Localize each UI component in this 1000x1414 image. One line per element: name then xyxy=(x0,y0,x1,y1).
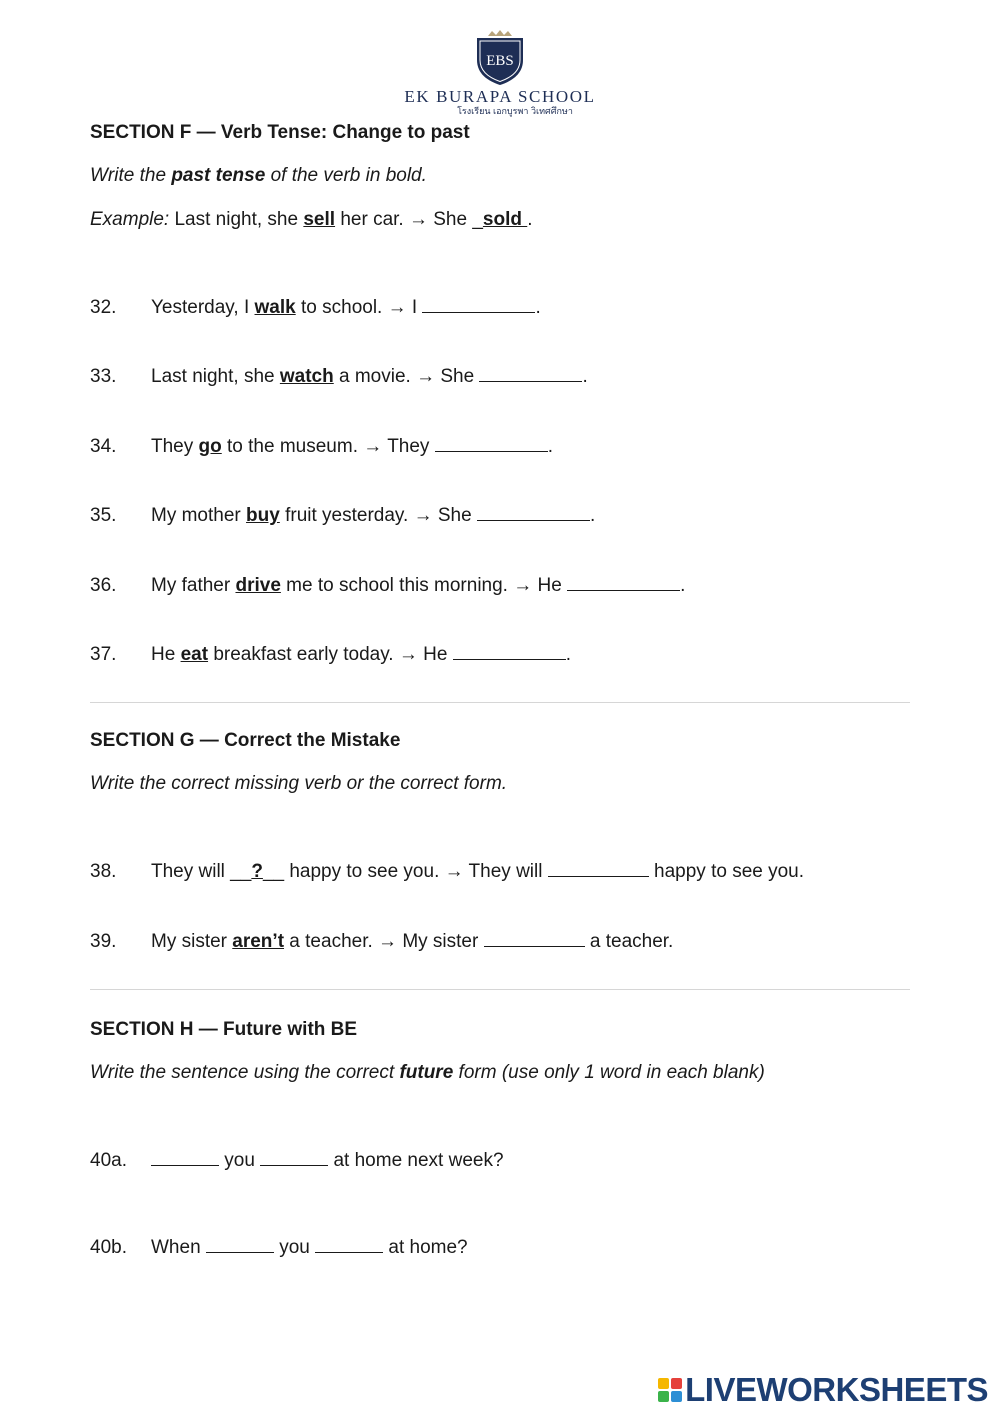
question-37: 37. He eat breakfast early today. → He . xyxy=(90,644,571,665)
section-g-title: SECTION G — Correct the Mistake xyxy=(90,730,401,751)
bold-verb: go xyxy=(198,436,222,457)
school-name-thai: โรงเรียน เอกบูรพา วิเทศศึกษา xyxy=(457,106,573,116)
bold-verb: drive xyxy=(235,575,281,596)
school-logo xyxy=(0,30,1000,116)
liveworksheets-logo xyxy=(658,1372,988,1408)
question-32: 32. Yesterday, I walk to school. → I . xyxy=(90,297,541,318)
section-divider xyxy=(90,989,910,990)
answer-blank[interactable] xyxy=(567,574,680,591)
answer-blank[interactable] xyxy=(477,504,590,521)
answer-blank[interactable] xyxy=(453,643,566,660)
answer-blank[interactable] xyxy=(422,296,535,313)
question-40b: 40b. When you at home? xyxy=(90,1237,468,1258)
school-name: EK BURAPA SCHOOL xyxy=(404,87,596,106)
section-f-instruction: Write the past tense of the verb in bold. xyxy=(90,165,427,186)
answer-blank[interactable] xyxy=(479,365,582,382)
section-h-instruction: Write the sentence using the correct future form (use only 1 word in each blank) xyxy=(90,1062,765,1083)
answer-blank[interactable] xyxy=(151,1149,219,1166)
section-h-title: SECTION H — Future with BE xyxy=(90,1019,358,1040)
answer-blank[interactable] xyxy=(435,435,548,452)
answer-blank[interactable] xyxy=(260,1149,328,1166)
answer-blank[interactable] xyxy=(484,930,585,947)
logo-monogram: EBS xyxy=(486,53,514,69)
bold-verb: eat xyxy=(180,644,209,665)
bold-verb: buy xyxy=(246,505,280,526)
answer-blank[interactable] xyxy=(206,1236,274,1253)
section-f-example: Example: Last night, she sell her car. → She _sold . xyxy=(90,209,533,230)
answer-blank[interactable] xyxy=(548,860,649,877)
liveworksheets-icon xyxy=(658,1378,682,1402)
example-label: Example: xyxy=(90,209,170,230)
question-40a: 40a. you at home next week? xyxy=(90,1150,504,1171)
question-38: 38. They will __?__ happy to see you. → They will happy to see you. xyxy=(90,861,805,882)
question-36: 36. My father drive me to school this morning. → He . xyxy=(90,575,686,596)
question-35: 35. My mother buy fruit yesterday. → She . xyxy=(90,505,596,526)
example-verb: sell xyxy=(303,209,336,230)
liveworksheets-brand: LIVEWORKSHEETS xyxy=(685,1371,988,1408)
bold-verb: aren’t xyxy=(232,931,285,952)
bold-verb: ? xyxy=(251,861,263,882)
bold-verb: watch xyxy=(279,366,334,387)
section-divider xyxy=(90,702,910,703)
school-crest-icon xyxy=(474,30,526,86)
answer-blank[interactable] xyxy=(315,1236,383,1253)
bold-verb: walk xyxy=(254,297,296,318)
question-33: 33. Last night, she watch a movie. → She . xyxy=(90,366,588,387)
question-39: 39. My sister aren’t a teacher. → My sister a teacher. xyxy=(90,931,674,952)
example-answer: sold xyxy=(482,209,528,230)
question-34: 34. They go to the museum. → They . xyxy=(90,436,553,457)
section-g-instruction: Write the correct missing verb or the correct form. xyxy=(90,773,508,794)
section-f-title: SECTION F — Verb Tense: Change to past xyxy=(90,122,470,143)
